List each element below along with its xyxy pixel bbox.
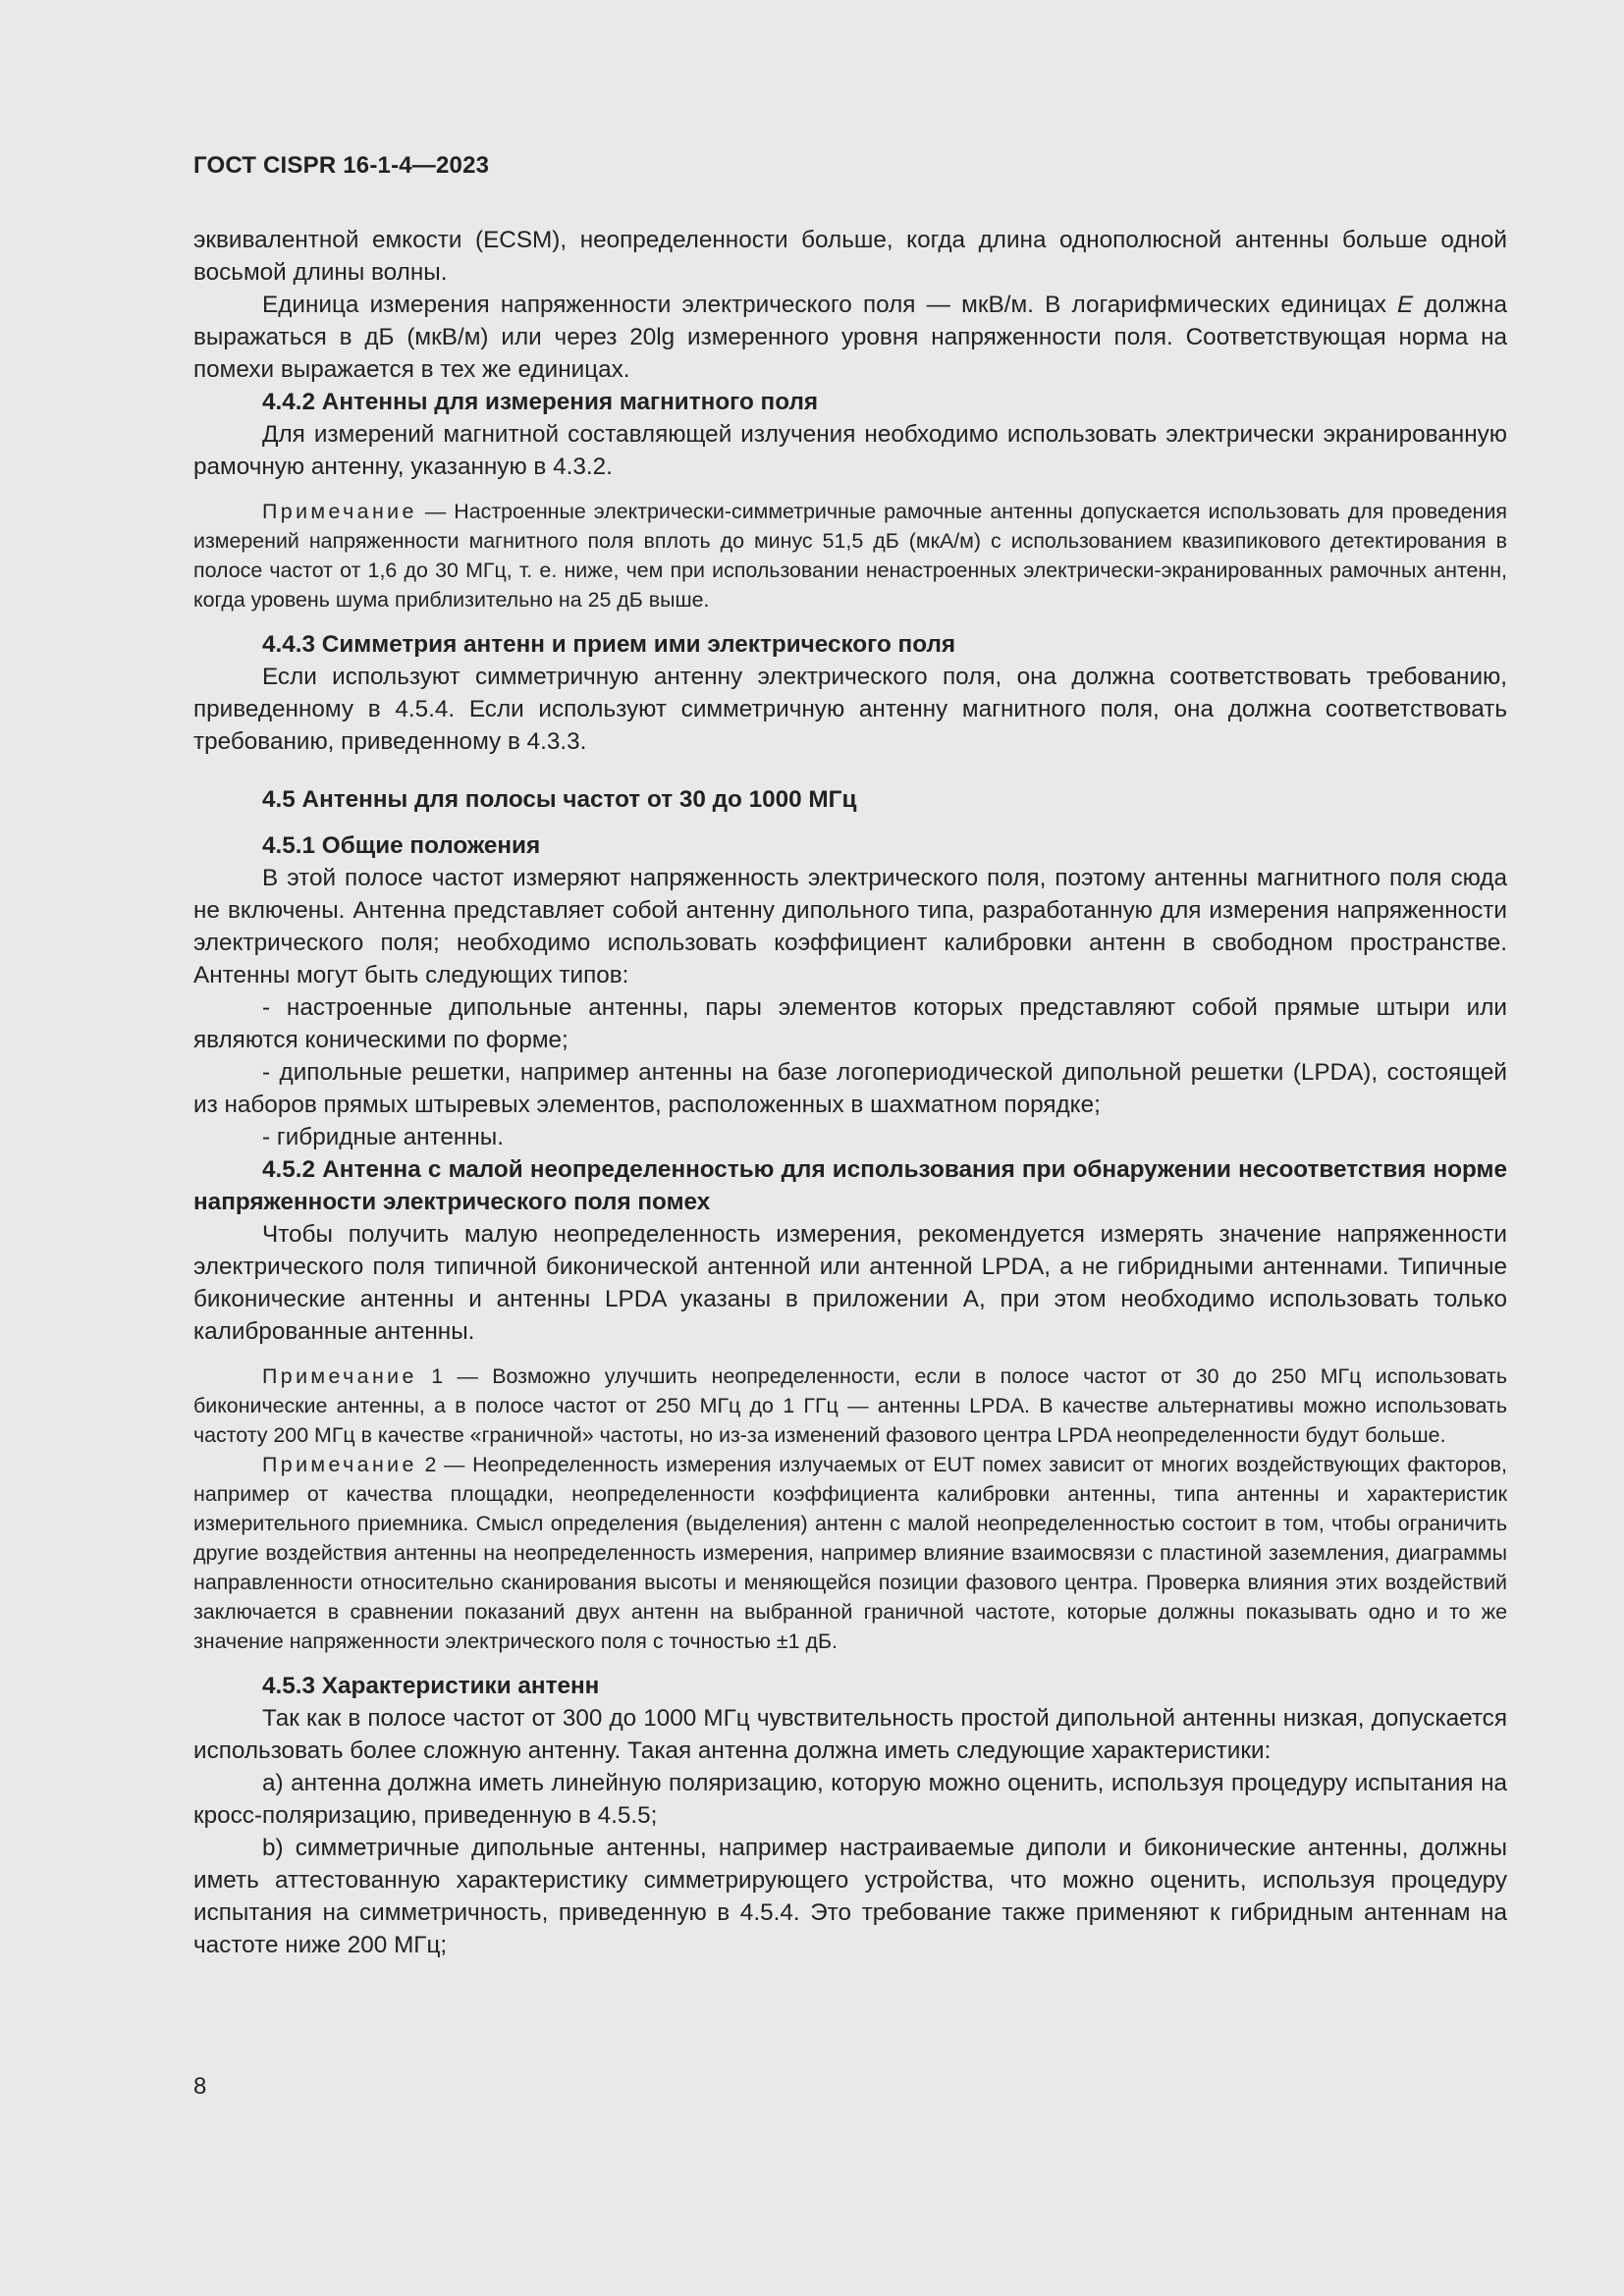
paragraph-4-4-3: Если используют симметричную антенну электрического поля, она должна соответствовать требованию, приведенному в 4.5.4. Если используют симметричную антенну магнитного поля, она должна соответствовать требованию, приведенному в 4.3.3. <box>193 664 1507 755</box>
heading-4-5-1: 4.5.1 Общие положения <box>262 832 541 859</box>
note-label: Примечание <box>262 1453 417 1476</box>
note-1 <box>193 1362 1507 1450</box>
paragraph-4-4-2: Для измерений магнитной составляющей излучения необходимо использовать электрически экранированную рамочную антенну, указанную в 4.3.2. <box>193 421 1507 480</box>
paragraph-4-5-2: Чтобы получить малую неопределенность измерения, рекомендуется измерять значение напряженности электрического поля типичной биконической антенной или антенной LPDA, а не гибридными антеннами. Типичные биконические антенны и антенны LPDA указаны в приложении А, при этом необходимо использовать только калиброванные антенны. <box>193 1221 1507 1345</box>
paragraph-field-unit <box>193 289 1507 386</box>
symbol-e: E <box>1397 292 1414 318</box>
paragraph-field-unit-text-a: Единица измерения напряженности электрического поля — мкВ/м. В логарифмических единицах <box>262 292 1398 318</box>
list-item-dipole-arrays: - дипольные решетки, например антенны на базе логопериодической дипольной решетки (LPDA), состоящей из наборов прямых штыревых элементов, расположенных в шахматном порядке; <box>193 1059 1507 1118</box>
document-body <box>193 224 1507 1961</box>
page-number: 8 <box>193 2073 207 2100</box>
paragraph-4-5-3: Так как в полосе частот от 300 до 1000 МГц чувствительность простой дипольной антенны низкая, допускается использовать более сложную антенну. Такая антенна должна иметь следующие характеристики: <box>193 1705 1507 1764</box>
heading-4-5: 4.5 Антенны для полосы частот от 30 до 1000 МГц <box>262 786 857 813</box>
note-label: Примечание <box>262 1364 417 1388</box>
heading-4-5-3: 4.5.3 Характеристики антенн <box>262 1673 600 1699</box>
note-2 <box>193 1450 1507 1656</box>
note-label: Примечание <box>262 500 417 523</box>
heading-4-4-2: 4.4.2 Антенны для измерения магнитного поля <box>262 389 819 415</box>
heading-4-4-3: 4.4.3 Симметрия антенн и прием ими электрического поля <box>262 631 956 658</box>
heading-4-5-2: 4.5.2 Антенна с малой неопределенностью для использования при обнаружении несоответствия норме напряженности электрического поля помех <box>193 1156 1507 1215</box>
list-item-tuned-dipoles: - настроенные дипольные антенны, пары элементов которых представляют собой прямые штыри или являются коническими по форме; <box>193 994 1507 1053</box>
note-4-4-2 <box>193 497 1507 614</box>
paragraph-continuation: эквивалентной емкости (ECSM), неопределенности больше, когда длина однополюсной антенны больше одной восьмой длины волны. <box>193 227 1507 286</box>
note-2-text: 2 — Неопределенность измерения излучаемых от EUT помех зависит от многих воздействующих факторов, например от качества площадки, неопределенности коэффициента калибровки антенны, типа антенны и характеристик измерительного приемника. Смысл определения (выделения) антенн с малой неопределенностью состоит в том, чтобы ограничить другие воздействия антенны на неопределенность измерения, например влияние взаимосвязи с пластиной заземления, диаграммы направленности относительно сканирования высоты и меняющейся позиции фазового центра. Проверка влияния этих воздействий заключается в сравнении показаний двух антенн на выбранной граничной частоте, которые должны показывать одно и то же значение напряженности электрического поля с точностью ±1 дБ. <box>193 1453 1507 1653</box>
note-4-4-2-text: — Настроенные электрически-симметричные рамочные антенны допускается использовать для проведения измерений напряженности магнитного поля вплоть до минус 51,5 дБ (мкА/м) с использованием квазипикового детектирования в полосе частот от 1,6 до 30 МГц, т. е. ниже, чем при использовании ненастроенных электрически-экранированных рамочных антенн, когда уровень шума приблизительно на 25 дБ выше. <box>193 500 1507 612</box>
paragraph-4-5-1: В этой полосе частот измеряют напряженность электрического поля, поэтому антенны магнитного поля сюда не включены. Антенна представляет собой антенну дипольного типа, разработанную для измерения напряженности электрического поля; необходимо использовать коэффициент калибровки антенн в свободном пространстве. Антенны могут быть следующих типов: <box>193 865 1507 988</box>
note-1-text: 1 — Возможно улучшить неопределенности, если в полосе частот от 30 до 250 МГц использовать биконические антенны, а в полосе частот от 250 МГц до 1 ГГц — антенны LPDA. В качестве альтернативы можно использовать частоту 200 МГц в качестве «граничной» частоты, но из-за изменений фазового центра LPDA неопределенности будут больше. <box>193 1364 1507 1447</box>
paragraph-field-unit-text-b: должна выражаться в дБ (мкВ/м) или через 20lg измеренного уровня напряженности поля. Соответствующая норма на помехи выражается в тех же единицах. <box>193 292 1507 383</box>
list-item-a: a) антенна должна иметь линейную поляризацию, которую можно оценить, используя процедуру испытания на кросс-поляризацию, приведенную в 4.5.5; <box>193 1770 1507 1829</box>
list-item-b: b) симметричные дипольные антенны, например настраиваемые диполи и биконические антенны, должны иметь аттестованную характеристику симметрирующего устройства, что можно оценить, используя процедуру испытания на симметричность, приведенную в 4.5.4. Это требование также применяют к гибридным антеннам на частоте ниже 200 МГц; <box>193 1835 1507 1958</box>
document-header: ГОСТ CISPR 16-1-4—2023 <box>193 152 490 179</box>
list-item-hybrid-antennas: - гибридные антенны. <box>262 1124 504 1150</box>
